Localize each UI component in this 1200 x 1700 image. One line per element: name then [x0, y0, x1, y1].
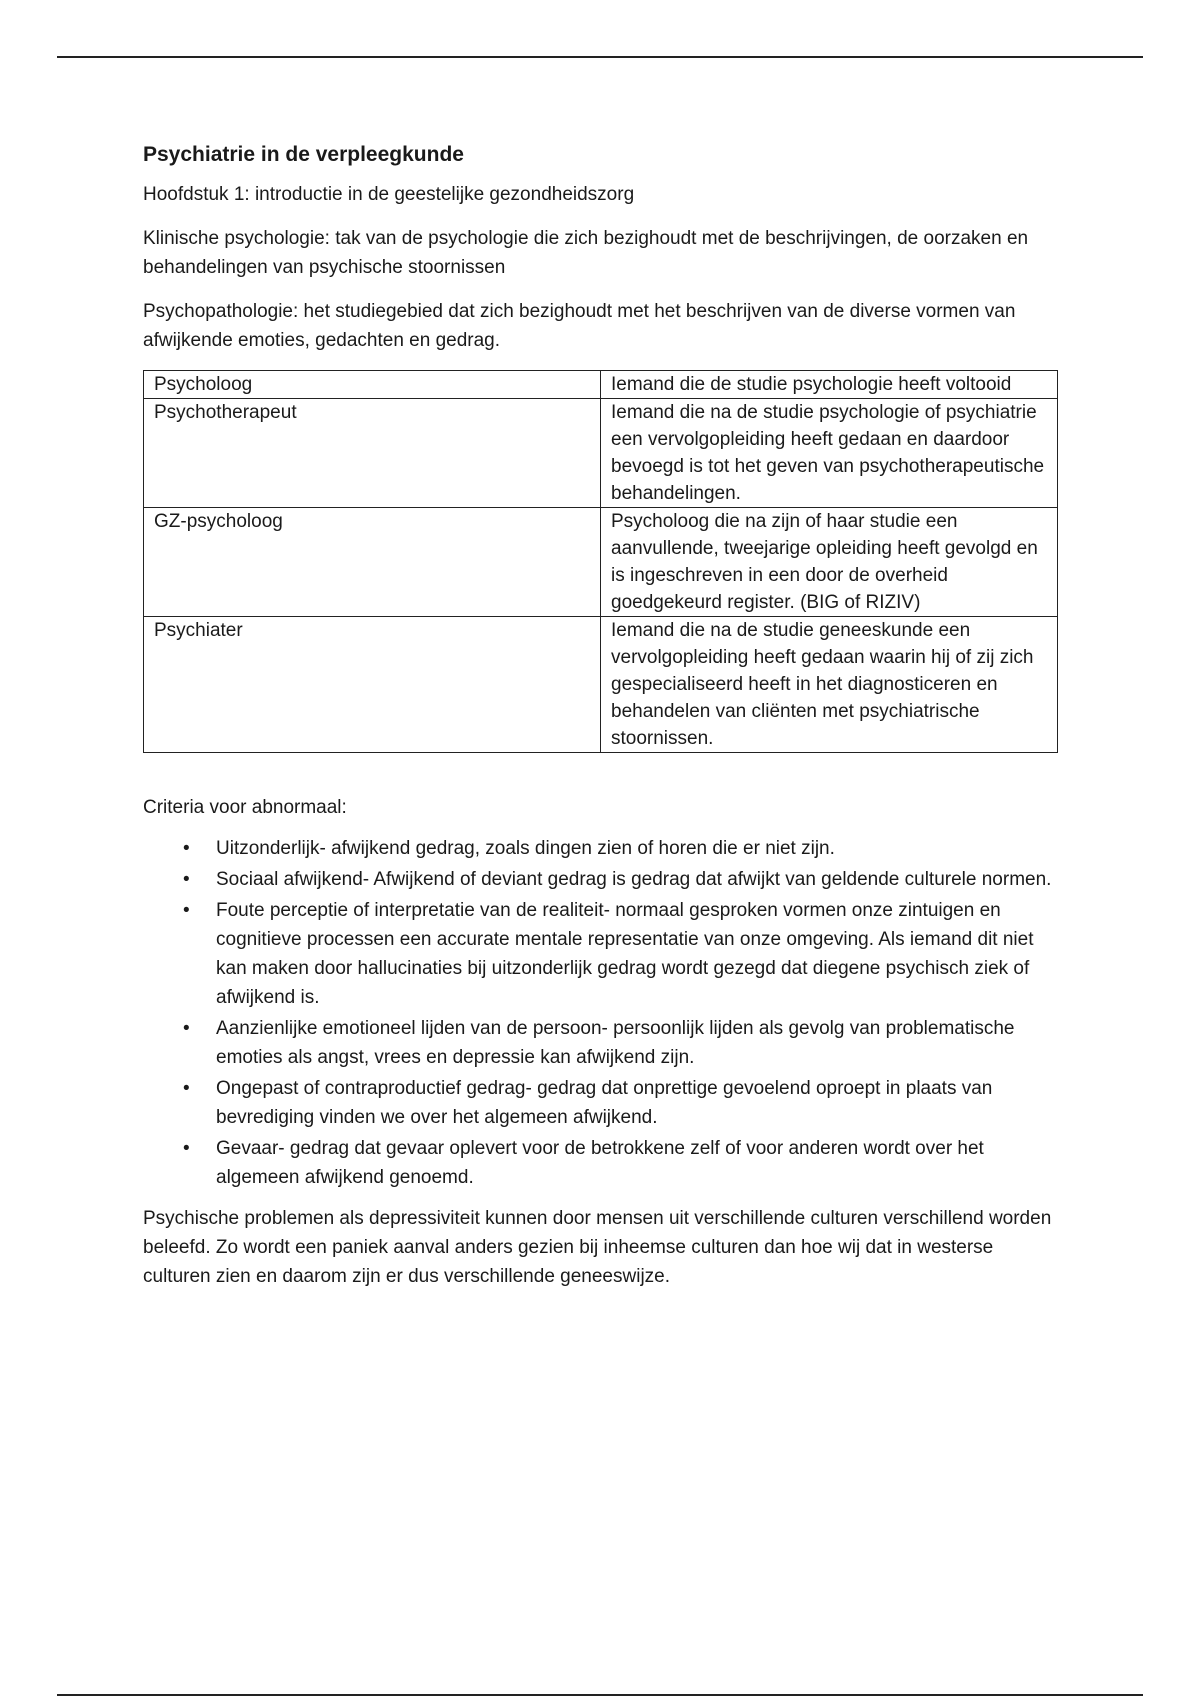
list-item-text: Aanzienlijke emotioneel lijden van de persoon- persoonlijk lijden als gevolg van problematische emoties als angst, vrees en depressie kan afwijkend zijn. [216, 1018, 1015, 1068]
list-item [143, 1014, 1063, 1072]
header-rule [57, 56, 1143, 58]
table-cell-term: GZ-psycholoog [144, 508, 601, 617]
list-item-text: Foute perceptie of interpretatie van de realiteit- normaal gesproken vormen onze zintuigen en cognitieve processen een accurate mentale representatie van onze omgeving. Als iemand dit niet kan maken door hallucinaties bij uitzonderlijk gedrag wordt gezegd dat diegene psychisch ziek of afwijkend is. [216, 900, 1034, 1008]
list-item [143, 834, 1063, 863]
table-cell-term: Psychiater [144, 617, 601, 753]
document-title: Psychiatrie in de verpleegkunde [143, 143, 464, 166]
table-row [144, 399, 1058, 508]
bullet-icon: • [183, 900, 190, 921]
bullet-icon: • [183, 869, 190, 890]
table-cell-term: Psychotherapeut [144, 399, 601, 508]
footer-rule [57, 1694, 1143, 1696]
criteria-heading: Criteria voor abnormaal: [143, 797, 347, 818]
table-cell-definition: Psycholoog die na zijn of haar studie een aanvullende, tweejarige opleiding heeft gevolgd en is ingeschreven in een door de overheid goedgekeurd register. (BIG of RIZIV) [601, 508, 1058, 617]
table-cell-definition: Iemand die na de studie psychologie of psychiatrie een vervolgopleiding heeft gedaan en daardoor bevoegd is tot het geven van psychotherapeutische behandelingen. [601, 399, 1058, 508]
bullet-icon: • [183, 1138, 190, 1159]
closing-paragraph: Psychische problemen als depressiviteit kunnen door mensen uit verschillende culturen verschillend worden beleefd. Zo wordt een paniek aanval anders gezien bij inheemse culturen dan hoe wij dat in westerse culturen zien en daarom zijn er dus verschillende geneeswijze. [143, 1208, 1052, 1287]
definition-clinical-psychology: Klinische psychologie: tak van de psychologie die zich bezighoudt met de beschrijvingen, de oorzaken en behandelingen van psychische stoornissen [143, 228, 1029, 278]
table-cell-definition: Iemand die na de studie geneeskunde een vervolgopleiding heeft gedaan waarin hij of zij zich gespecialiseerd heeft in het diagnosticeren en behandelen van cliënten met psychiatrische stoornissen. [601, 617, 1058, 753]
list-item-text: Sociaal afwijkend- Afwijkend of deviant gedrag is gedrag dat afwijkt van geldende culturele normen. [216, 869, 1052, 890]
criteria-list [143, 834, 1063, 1192]
bullet-icon: • [183, 1078, 190, 1099]
list-item [143, 1074, 1063, 1132]
bullet-icon: • [183, 1018, 190, 1039]
list-item-text: Ongepast of contraproductief gedrag- gedrag dat onprettige gevoelend oproept in plaats van bevrediging vinden we over het algemeen afwijkend. [216, 1078, 993, 1128]
table-row [144, 371, 1058, 399]
bullet-icon: • [183, 838, 190, 859]
document-body [143, 140, 1063, 1306]
definition-psychopathology: Psychopathologie: het studiegebied dat zich bezighoudt met het beschrijven van de diverse vormen van afwijkende emoties, gedachten en gedrag. [143, 301, 1016, 351]
professions-table [143, 370, 1058, 753]
list-item-text: Uitzonderlijk- afwijkend gedrag, zoals dingen zien of horen die er niet zijn. [216, 838, 835, 859]
table-cell-definition: Iemand die de studie psychologie heeft voltooid [601, 371, 1058, 399]
list-item [143, 1134, 1063, 1192]
chapter-heading: Hoofdstuk 1: introductie in de geestelijke gezondheidszorg [143, 184, 635, 205]
table-row [144, 508, 1058, 617]
table-row [144, 617, 1058, 753]
list-item [143, 865, 1063, 894]
list-item [143, 896, 1063, 1012]
table-cell-term: Psycholoog [144, 371, 601, 399]
list-item-text: Gevaar- gedrag dat gevaar oplevert voor de betrokkene zelf of voor anderen wordt over het algemeen afwijkend genoemd. [216, 1138, 984, 1188]
